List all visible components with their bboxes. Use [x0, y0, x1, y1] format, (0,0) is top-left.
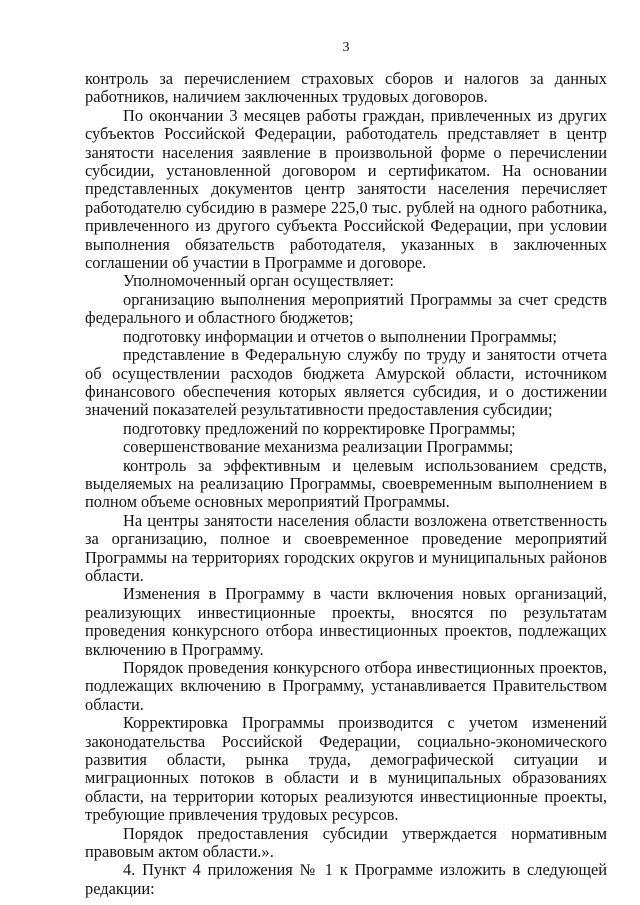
- paragraph-9: контроль за эффективным и целевым использованием средств, выделяемых на реализацию Программы, своевременным выполнением в полном объеме основных мероприятий Программы.: [85, 455, 607, 512]
- paragraph-6: представление в Федеральную службу по труду и занятости отчета об осуществлении расходов бюджета Амурской области, источником финансового обеспечения которых является субсидия, и о достижении значений показателей результативности предоставления субсидии;: [85, 345, 607, 420]
- paragraph-5: подготовку информации и отчетов о выполнении Программы;: [123, 326, 557, 346]
- page-number: 3: [342, 40, 350, 55]
- paragraph-13: Корректировка Программы производится с учетом изменений законодательства Российской Федерации, социально-экономического развития области, рынка труда, демографической ситуации и миграционных потоков в области и в муниципальных образованиях области, на территории которых реализуются инвестиционные проекты, требующие привлечения трудовых ресурсов.: [85, 713, 607, 825]
- paragraph-2: По окончании 3 месяцев работы граждан, привлеченных из других субъектов Российской Федерации, работодатель представляет в центр занятости населения заявление в произвольной форме о перечислении субсидии, установленной договором и сертификатом. На основании представленных документов центр занятости населения перечисляет работодателю субсидию в размере 225,0 тыс. рублей на одного работника, привлеченного из другого субъекта Российской Федерации, при условии выполнения обязательств работодателя, указанных в заключенных соглашении об участии в Программе и договоре.: [85, 105, 607, 273]
- paragraph-1: контроль за перечислением страховых сборов и налогов за данных работников, наличием заключенных трудовых договоров.: [85, 69, 607, 107]
- paragraph-4: организацию выполнения мероприятий Программы за счет средств федерального и областного бюджетов;: [85, 289, 607, 328]
- paragraph-11: Изменения в Программу в части включения новых организаций, реализующих инвестиционные проекты, вносятся по результатам проведения конкурсного отбора инвестиционных проектов, подлежащих включению в Программу.: [85, 584, 607, 659]
- paragraph-7: подготовку предложений по корректировке Программы;: [123, 418, 516, 438]
- paragraph-15: 4. Пункт 4 приложения № 1 к Программе изложить в следующей редакции:: [85, 860, 607, 898]
- document-body: [85, 70, 607, 898]
- paragraph-14: Порядок предоставления субсидии утверждается нормативным правовым актом области.».: [85, 823, 607, 862]
- paragraph-12: Порядок проведения конкурсного отбора инвестиционных проектов, подлежащих включению в Программу, устанавливается Правительством области.: [85, 658, 607, 714]
- paragraph-3: Уполномоченный орган осуществляет:: [123, 271, 394, 291]
- paragraph-8: совершенствование механизма реализации Программы;: [123, 437, 514, 457]
- paragraph-10: На центры занятости населения области возложена ответственность за организацию, полное и своевременное проведение мероприятий Программы на территориях городских округов и муниципальных районов области.: [85, 510, 607, 585]
